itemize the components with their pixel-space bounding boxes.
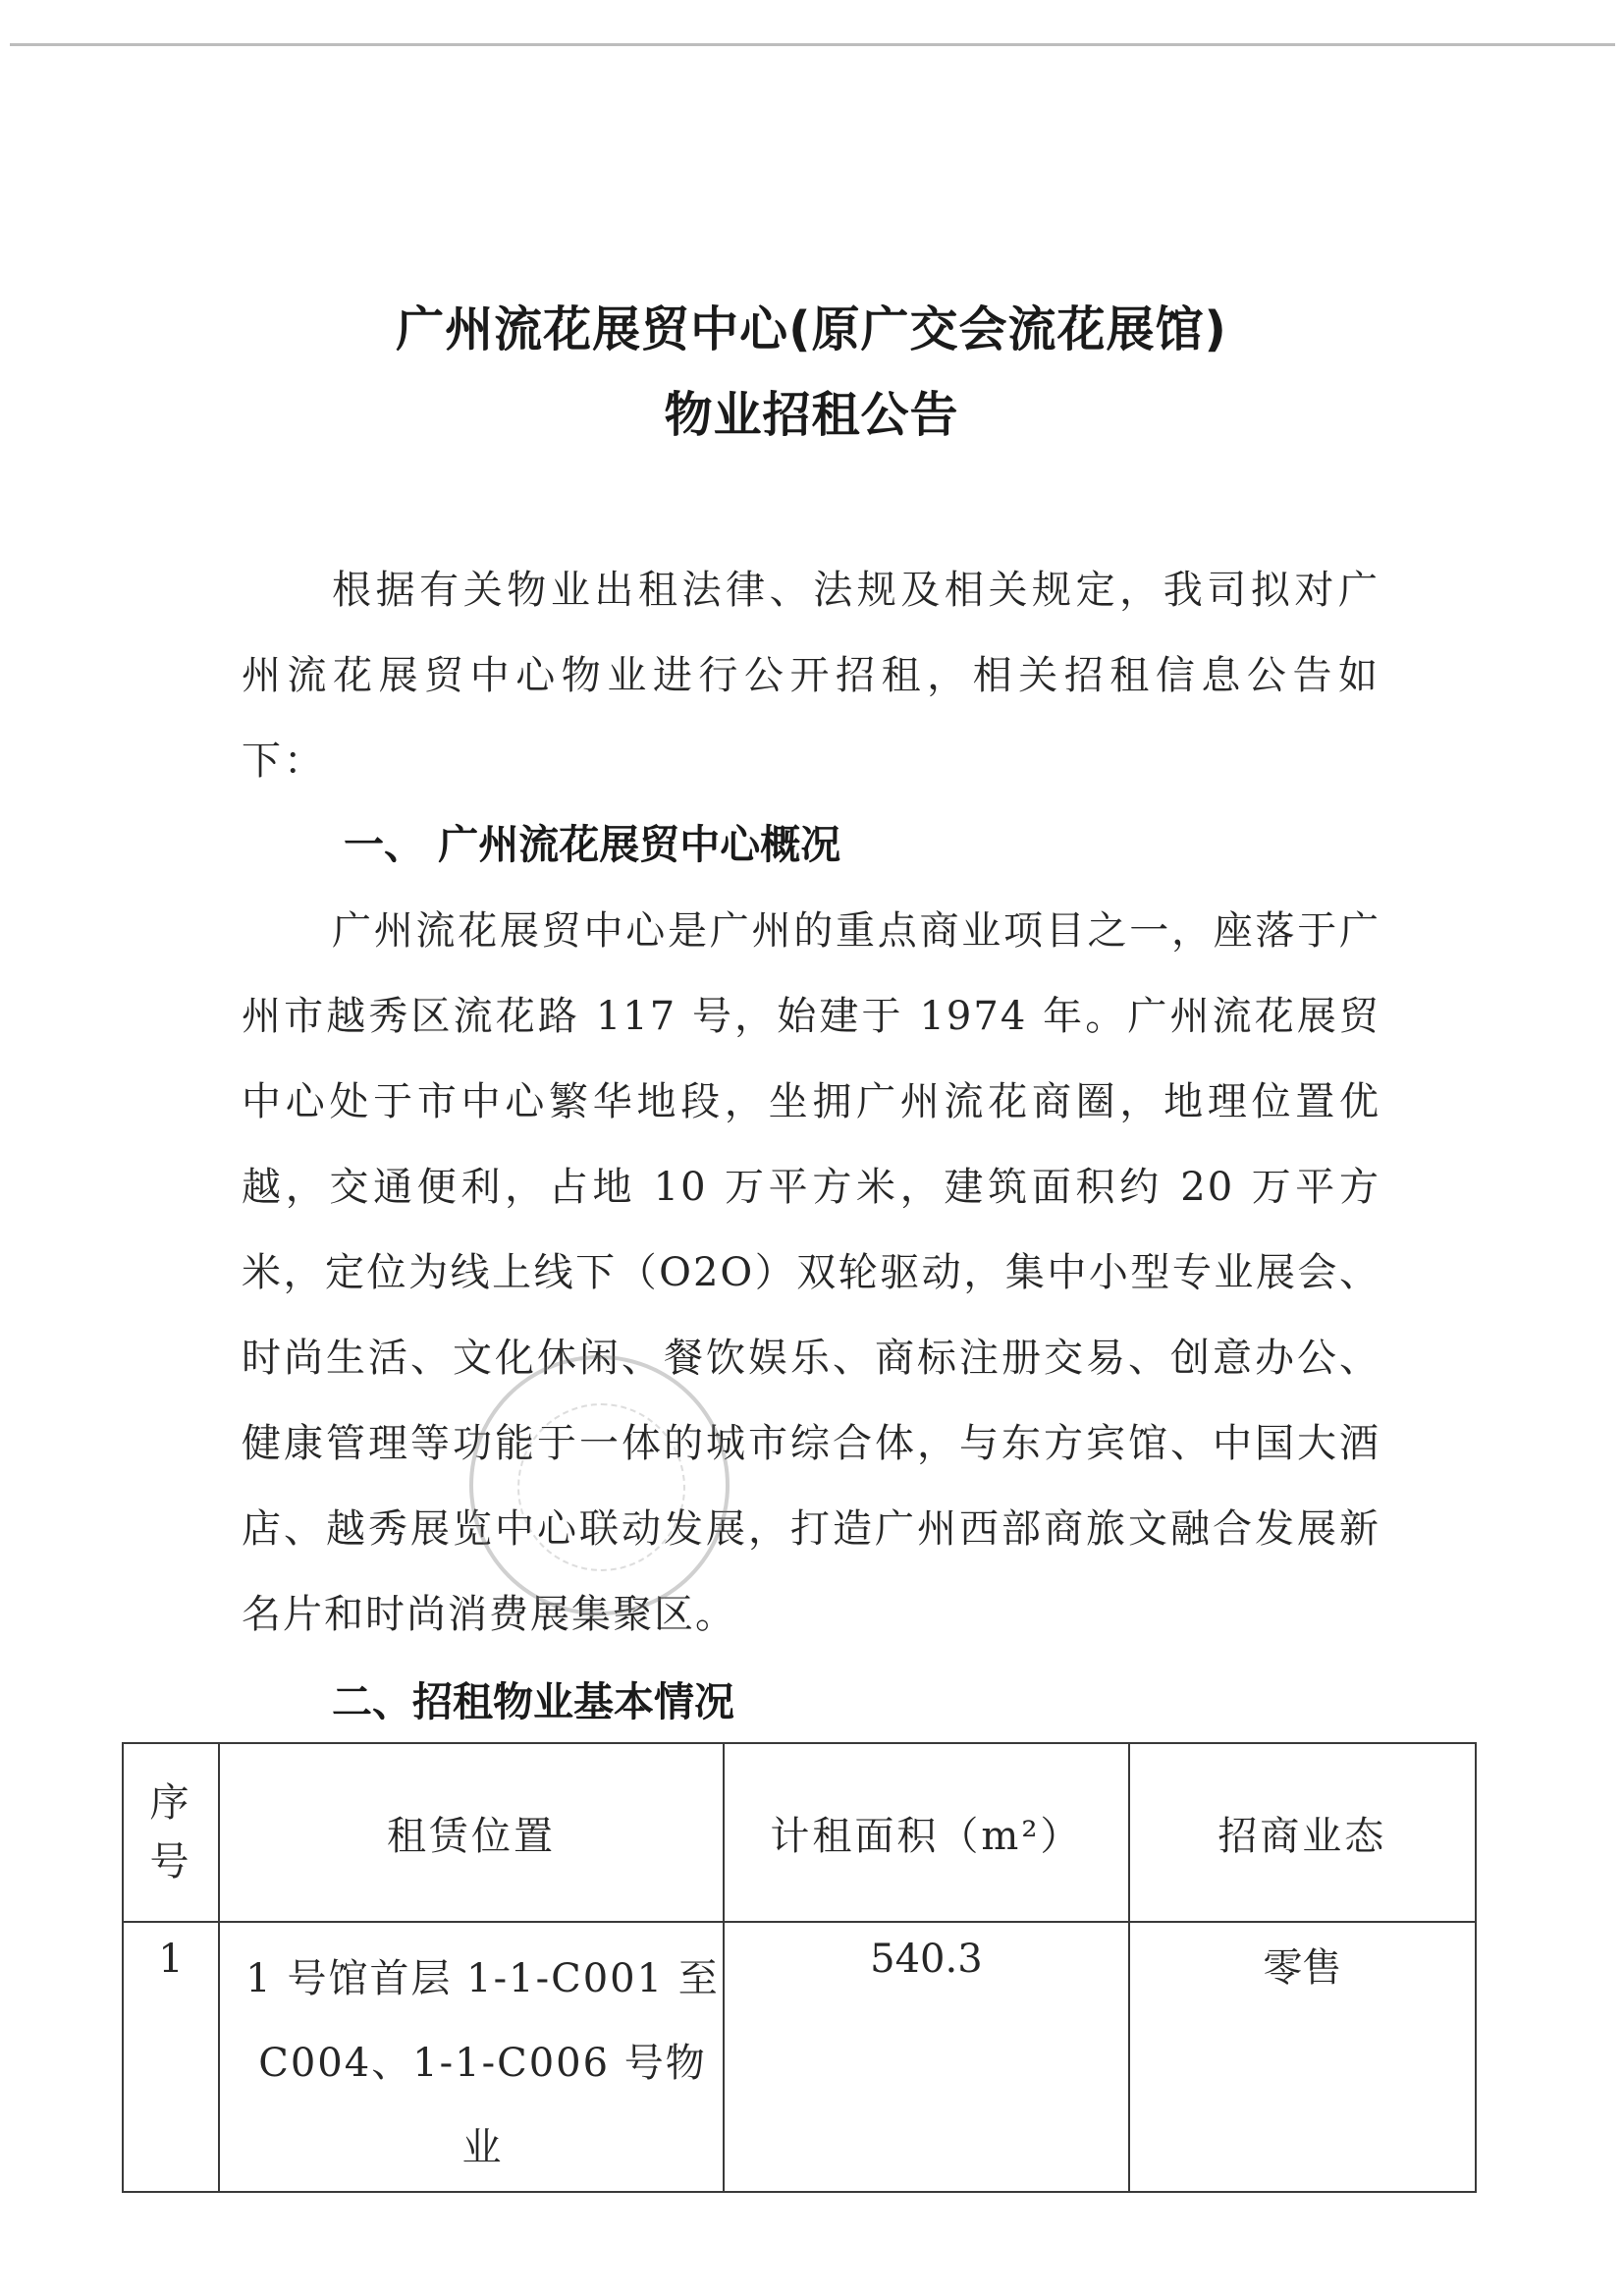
header-index-line-2: 号 bbox=[149, 1839, 192, 1885]
intro-paragraph: 根据有关物业出租法律、法规及相关规定，我司拟对广州流花展贸中心物业进行公开招租，相关招租信息公告如下： bbox=[242, 568, 1380, 784]
table-row bbox=[123, 1922, 1476, 2192]
cell-area: 540.3 bbox=[724, 1922, 1128, 2192]
title-line-2: 物业招租公告 bbox=[664, 387, 959, 443]
section-2-heading: 二、招租物业基本情况 bbox=[332, 1678, 734, 1725]
property-table bbox=[122, 1742, 1477, 2193]
title-line-1: 广州流花展贸中心(原广交会流花展馆) bbox=[396, 301, 1227, 357]
table-header-row bbox=[123, 1743, 1476, 1922]
section-1-heading: 一、 广州流花展贸中心概况 bbox=[344, 821, 841, 868]
cell-location: 1 号馆首层 1-1-C001 至 C004、1-1-C006 号物业 bbox=[219, 1922, 724, 2192]
seal-inner-ring bbox=[517, 1403, 685, 1571]
official-seal bbox=[469, 1355, 730, 1615]
header-location: 租赁位置 bbox=[219, 1743, 724, 1922]
scan-edge-line bbox=[10, 43, 1615, 46]
cell-business: 零售 bbox=[1129, 1922, 1476, 2192]
overview-paragraph: 广州流花展贸中心是广州的重点商业项目之一，座落于广州市越秀区流花路 117 号，始建于 1974 年。广州流花展贸中心处于市中心繁华地段，坐拥广州流花商圈，地理位置优越，交通便利，占地 10 万平方米，建筑面积约 20 万平方米，定位为线上线下（O2O）双轮驱动，集中小型专业展会、时尚生活、文化休闲、餐饮娱乐、商标注册交易、创意办公、健康管理等功能于一体的城市综合体，与东方宾馆、中国大酒店、越秀展览中心联动发展，打造广州西部商旅文融合发展新名片和时尚消费展集聚区。 bbox=[242, 908, 1380, 1637]
header-business: 招商业态 bbox=[1129, 1743, 1476, 1922]
header-index-line-1: 序 bbox=[149, 1780, 192, 1826]
header-area: 计租面积（m²） bbox=[724, 1743, 1128, 1922]
cell-index: 1 bbox=[123, 1922, 219, 2192]
header-index bbox=[123, 1743, 219, 1922]
